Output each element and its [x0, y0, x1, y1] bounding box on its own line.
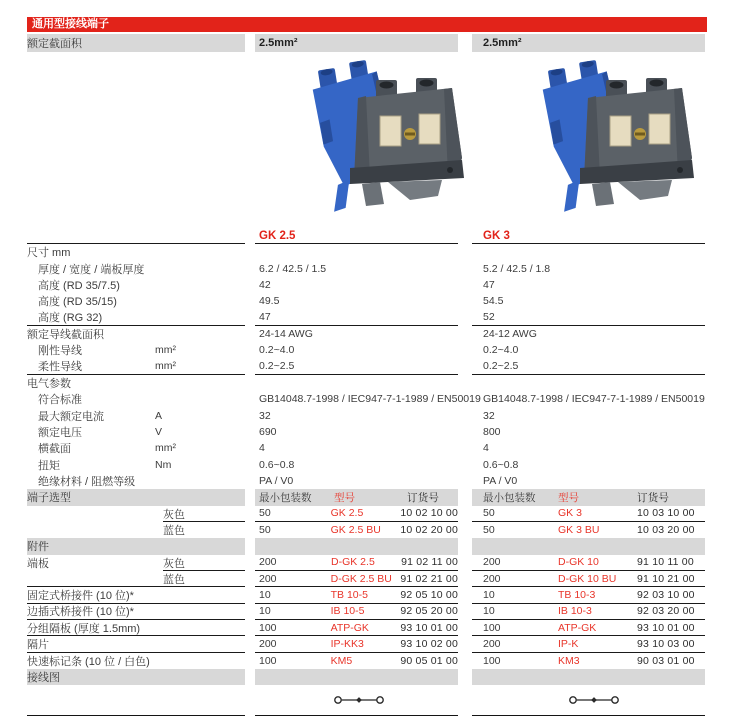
- order-label: 边插式桥接件 (10 位)*: [27, 606, 134, 619]
- wiring-symbol-icon: [333, 694, 385, 706]
- order-cells-gk25: [255, 636, 458, 652]
- rated-value-gk3: 2.5mm²: [472, 34, 705, 52]
- spec-label: 符合标准: [38, 394, 82, 407]
- color-variant-label: 灰色: [163, 508, 185, 521]
- product-image-gk25: [292, 58, 472, 213]
- accessories-band-gk25: [255, 538, 458, 554]
- order-row: [27, 636, 707, 652]
- spec-label: 厚度 / 宽度 / 端板厚度: [38, 263, 145, 276]
- spec-label-cell: [27, 260, 245, 276]
- spec-label-cell: [27, 456, 245, 472]
- pack-qty: 200: [259, 572, 277, 585]
- pack-qty: 50: [259, 507, 271, 520]
- order-cells-gk25: [255, 620, 458, 636]
- terminal-block-illustration: [522, 58, 702, 213]
- order-header: 订货号: [407, 491, 440, 504]
- pack-qty: 50: [483, 524, 495, 537]
- spec-value-gk3: 0.6~0.8: [483, 458, 519, 471]
- model-header: 型号: [334, 491, 355, 504]
- pack-qty: 200: [259, 556, 277, 569]
- rated-section-row: [27, 34, 707, 52]
- order-label: 快速标记条 (10 位 / 白色): [27, 655, 150, 668]
- spec-value-gk3: PA / V0: [483, 474, 518, 487]
- spec-value-gk3: 0.2~2.5: [472, 358, 705, 374]
- model-header-row: [27, 229, 707, 244]
- color-variant-label: 灰色: [163, 557, 185, 570]
- model-number: ATP-GK: [558, 621, 597, 634]
- order-number: 10 03 20 00: [637, 524, 695, 537]
- pack-qty: 200: [483, 572, 501, 585]
- order-number: 93 10 01 00: [637, 621, 695, 634]
- wiring-diagram-row: [27, 685, 707, 716]
- order-label-cell: [27, 506, 245, 522]
- qty-header: 最小包装数: [483, 491, 536, 504]
- spec-label: 高度 (RG 32): [38, 312, 103, 325]
- spec-label: 横截面: [38, 443, 71, 456]
- model-number: GK 3: [558, 507, 582, 520]
- model-number: D-GK 2.5 BU: [330, 572, 392, 585]
- order-cells-gk3: [472, 555, 705, 571]
- accessories-band-gk3: [472, 538, 705, 554]
- spec-label-cell: [27, 375, 245, 391]
- spec-value-gk25: 32: [259, 409, 271, 422]
- spec-label: 最大额定电流: [38, 410, 104, 423]
- spec-value-gk25: [255, 244, 458, 260]
- pack-qty: 10: [259, 605, 271, 618]
- model-number: IB 10-5: [330, 605, 365, 618]
- spec-label: 额定导线截面积: [27, 328, 104, 341]
- spec-unit: mm²: [155, 360, 176, 373]
- product-images-area: [27, 52, 707, 229]
- order-label-cell: [27, 653, 245, 669]
- selection-header-label-cell: [27, 489, 245, 505]
- spec-value-gk25: 0.6~0.8: [259, 458, 295, 471]
- spec-value-gk3: 24-12 AWG: [483, 327, 537, 340]
- spec-label: 柔性导线: [38, 361, 82, 374]
- spec-value-gk3: 47: [483, 278, 495, 291]
- order-number: 91 02 11 00: [401, 556, 458, 569]
- wiring-band-gk25: [255, 669, 458, 685]
- rated-label: 额定截面积: [27, 38, 82, 50]
- order-number: 90 03 01 00: [637, 654, 695, 667]
- spec-label-cell: [27, 407, 245, 423]
- wiring-diagram-gk3: [472, 685, 705, 716]
- spec-value-gk3: 4: [483, 442, 489, 455]
- order-row: [27, 571, 707, 587]
- model-number: TB 10-5: [330, 588, 368, 601]
- order-row: [27, 555, 707, 571]
- order-number: 93 10 03 00: [637, 637, 695, 650]
- spec-row: [27, 277, 707, 293]
- spec-value-gk25: 690: [259, 425, 277, 438]
- order-number: 92 03 10 00: [637, 588, 695, 601]
- spec-row: [27, 440, 707, 456]
- spec-row: [27, 326, 707, 342]
- datasheet: [27, 17, 707, 716]
- order-number: 91 10 21 00: [637, 572, 695, 585]
- rated-value-gk25: 2.5mm²: [255, 34, 458, 52]
- pack-qty: 10: [259, 588, 271, 601]
- spec-row: [27, 342, 707, 358]
- accessories-label: 附件: [27, 541, 49, 554]
- spec-value-gk3: 0.2~4.0: [483, 344, 519, 357]
- wiring-band-gk3: [472, 669, 705, 685]
- order-cells-gk25: [255, 587, 458, 603]
- spec-value-gk25: 47: [255, 309, 458, 325]
- order-cells-gk25: [255, 506, 458, 522]
- order-label: 端板: [27, 557, 49, 570]
- spec-row: [27, 309, 707, 325]
- order-cells-gk3: [472, 653, 705, 669]
- order-cells-gk25: [255, 522, 458, 538]
- color-variant-label: 蓝色: [163, 573, 185, 586]
- spec-label: 尺寸 mm: [27, 247, 71, 260]
- spec-row: [27, 456, 707, 472]
- order-number: 93 10 02 00: [400, 637, 458, 650]
- order-label-cell: [27, 522, 245, 538]
- spec-label: 绝缘材料 / 阻燃等级: [38, 475, 136, 488]
- model-number: ATP-GK: [330, 621, 369, 634]
- pack-qty: 200: [259, 637, 277, 650]
- model-number: GK 3 BU: [558, 524, 600, 537]
- spec-value-gk25: 24-14 AWG: [259, 327, 313, 340]
- spec-value-gk25: 42: [259, 278, 271, 291]
- wiring-section-row: [27, 669, 707, 685]
- spec-label-cell: [27, 440, 245, 456]
- model-number: IP-KK3: [330, 637, 364, 650]
- pack-qty: 50: [483, 507, 495, 520]
- model-number: D-GK 2.5: [331, 556, 375, 569]
- spec-value-gk25: 4: [259, 442, 265, 455]
- spec-label-cell: [27, 342, 245, 358]
- spec-value-gk25: 0.2~2.5: [255, 358, 458, 374]
- wiring-diagram-spacer: [27, 685, 245, 716]
- spec-label-cell: [27, 358, 245, 374]
- spec-row: [27, 260, 707, 276]
- order-cells-gk25: [255, 571, 458, 587]
- model-header-spacer: [27, 229, 245, 244]
- order-number: 92 05 10 00: [400, 588, 458, 601]
- spec-label: 高度 (RD 35/7.5): [38, 279, 120, 292]
- qty-header: 最小包装数: [259, 491, 312, 504]
- model-number: GK 2.5: [330, 507, 364, 520]
- pack-qty: 100: [483, 621, 501, 634]
- spec-value-gk25: GB14048.7-1998 / IEC947-7-1-1989 / EN50019: [259, 393, 481, 406]
- spec-value-gk3: [472, 375, 705, 391]
- order-number: 92 05 20 00: [400, 605, 458, 618]
- order-row: [27, 604, 707, 620]
- order-number: 10 03 10 00: [637, 507, 695, 520]
- order-label-cell: [27, 587, 245, 603]
- pack-qty: 100: [259, 654, 277, 667]
- order-number: 93 10 01 00: [400, 621, 458, 634]
- spec-value-gk25: PA / V0: [259, 474, 294, 487]
- spec-label-cell: [27, 309, 245, 325]
- spec-label-cell: [27, 473, 245, 489]
- accessories-section-row: [27, 538, 707, 554]
- spec-label: 高度 (RD 35/15): [38, 296, 117, 309]
- spec-value-gk3: GB14048.7-1998 / IEC947-7-1-1989 / EN50019: [483, 393, 705, 406]
- order-cells-gk25: [255, 604, 458, 620]
- wiring-label: 接线图: [27, 672, 60, 685]
- accessories-label-cell: [27, 538, 245, 554]
- order-row: [27, 620, 707, 636]
- order-row: [27, 587, 707, 603]
- spec-value-gk3: 52: [472, 309, 705, 325]
- page-title: 通用型接线端子: [32, 18, 109, 30]
- spec-value-gk3: 54.5: [483, 295, 504, 308]
- model-number: TB 10-3: [558, 588, 596, 601]
- order-number: 10 02 20 00: [400, 524, 458, 537]
- spec-row: [27, 358, 707, 374]
- selection-header-row: [27, 489, 707, 505]
- spec-value-gk3: 5.2 / 42.5 / 1.8: [483, 262, 551, 275]
- spec-label-cell: [27, 244, 245, 260]
- accessories-table: [27, 555, 707, 669]
- order-cells-gk25: [255, 555, 458, 571]
- spec-label-cell: [27, 293, 245, 309]
- spec-unit: A: [155, 409, 163, 422]
- spec-value-gk25: 49.5: [259, 295, 280, 308]
- spec-value-gk25: 6.2 / 42.5 / 1.5: [259, 262, 327, 275]
- spec-label-cell: [27, 326, 245, 342]
- model-number: D-GK 10 BU: [558, 572, 617, 585]
- selection-table: [27, 506, 707, 539]
- spec-label-cell: [27, 277, 245, 293]
- order-label: 隔片: [27, 638, 49, 651]
- order-cells-gk3: [472, 620, 705, 636]
- order-cells-gk3: [472, 604, 705, 620]
- product-image-gk3: [522, 58, 702, 213]
- order-cells-gk3: [472, 587, 705, 603]
- model-header-gk25: GK 2.5: [255, 229, 458, 244]
- spec-label-cell: [27, 424, 245, 440]
- order-number: 10 02 10 00: [400, 507, 458, 520]
- pack-qty: 200: [483, 556, 501, 569]
- model-header-gk3: GK 3: [472, 229, 705, 244]
- spec-row: [27, 407, 707, 423]
- spec-value-gk3: 800: [483, 425, 501, 438]
- spec-value-gk3: 32: [483, 409, 495, 422]
- selection-header-label: 端子选型: [27, 492, 71, 505]
- wiring-diagram-gk25: [255, 685, 458, 716]
- model-number: D-GK 10: [558, 556, 599, 569]
- order-label: 固定式桥接件 (10 位)*: [27, 589, 134, 602]
- spec-value-gk25: [255, 375, 458, 391]
- order-label-cell: [27, 620, 245, 636]
- pack-qty: 200: [483, 637, 501, 650]
- terminal-block-illustration: [292, 58, 472, 213]
- order-label-cell: [27, 604, 245, 620]
- selection-header-gk3: [472, 489, 705, 505]
- model-number: KM3: [558, 654, 580, 667]
- order-label-cell: [27, 636, 245, 652]
- model-number: IP-K: [558, 637, 579, 650]
- spec-label: 电气参数: [27, 377, 71, 390]
- spec-row: [27, 244, 707, 260]
- spec-unit: V: [155, 425, 163, 438]
- order-cells-gk25: [255, 653, 458, 669]
- spec-label-cell: [27, 391, 245, 407]
- wiring-label-cell: [27, 669, 245, 685]
- spec-row: [27, 391, 707, 407]
- order-number: 92 03 20 00: [637, 605, 695, 618]
- order-cells-gk3: [472, 506, 705, 522]
- order-row: [27, 506, 707, 522]
- order-label-cell: [27, 571, 245, 587]
- spec-row: [27, 424, 707, 440]
- spec-value-gk25: 0.2~4.0: [259, 344, 295, 357]
- order-number: 91 10 11 00: [637, 556, 694, 569]
- page-title-bar: [27, 17, 707, 32]
- wiring-symbol-icon: [568, 694, 620, 706]
- pack-qty: 10: [483, 605, 495, 618]
- model-number: GK 2.5 BU: [330, 524, 381, 537]
- model-header: 型号: [558, 491, 579, 504]
- model-number: IB 10-3: [558, 605, 592, 618]
- model-number: KM5: [330, 654, 353, 667]
- spec-row: [27, 473, 707, 489]
- order-cells-gk3: [472, 636, 705, 652]
- spec-value-gk3: [472, 244, 705, 260]
- color-variant-label: 蓝色: [163, 525, 185, 538]
- spec-unit: mm²: [155, 344, 176, 357]
- order-label-cell: [27, 555, 245, 571]
- order-header: 订货号: [637, 491, 670, 504]
- pack-qty: 100: [483, 654, 501, 667]
- selection-header-gk25: [255, 489, 458, 505]
- pack-qty: 50: [259, 524, 271, 537]
- spec-unit: mm²: [155, 442, 176, 455]
- spec-table: [27, 244, 707, 489]
- spec-row: [27, 293, 707, 309]
- rated-label-cell: [27, 34, 245, 52]
- order-label: 分组隔板 (厚度 1.5mm): [27, 622, 141, 635]
- order-cells-gk3: [472, 522, 705, 538]
- spec-row: [27, 375, 707, 391]
- order-row: [27, 522, 707, 538]
- order-number: 90 05 01 00: [400, 654, 458, 667]
- pack-qty: 10: [483, 588, 495, 601]
- spec-label: 额定电压: [38, 426, 82, 439]
- order-cells-gk3: [472, 571, 705, 587]
- spec-label: 扭矩: [38, 459, 60, 472]
- pack-qty: 100: [259, 621, 277, 634]
- order-number: 91 02 21 00: [400, 572, 458, 585]
- spec-label: 刚性导线: [38, 345, 82, 358]
- spec-unit: Nm: [155, 458, 172, 471]
- order-row: [27, 653, 707, 669]
